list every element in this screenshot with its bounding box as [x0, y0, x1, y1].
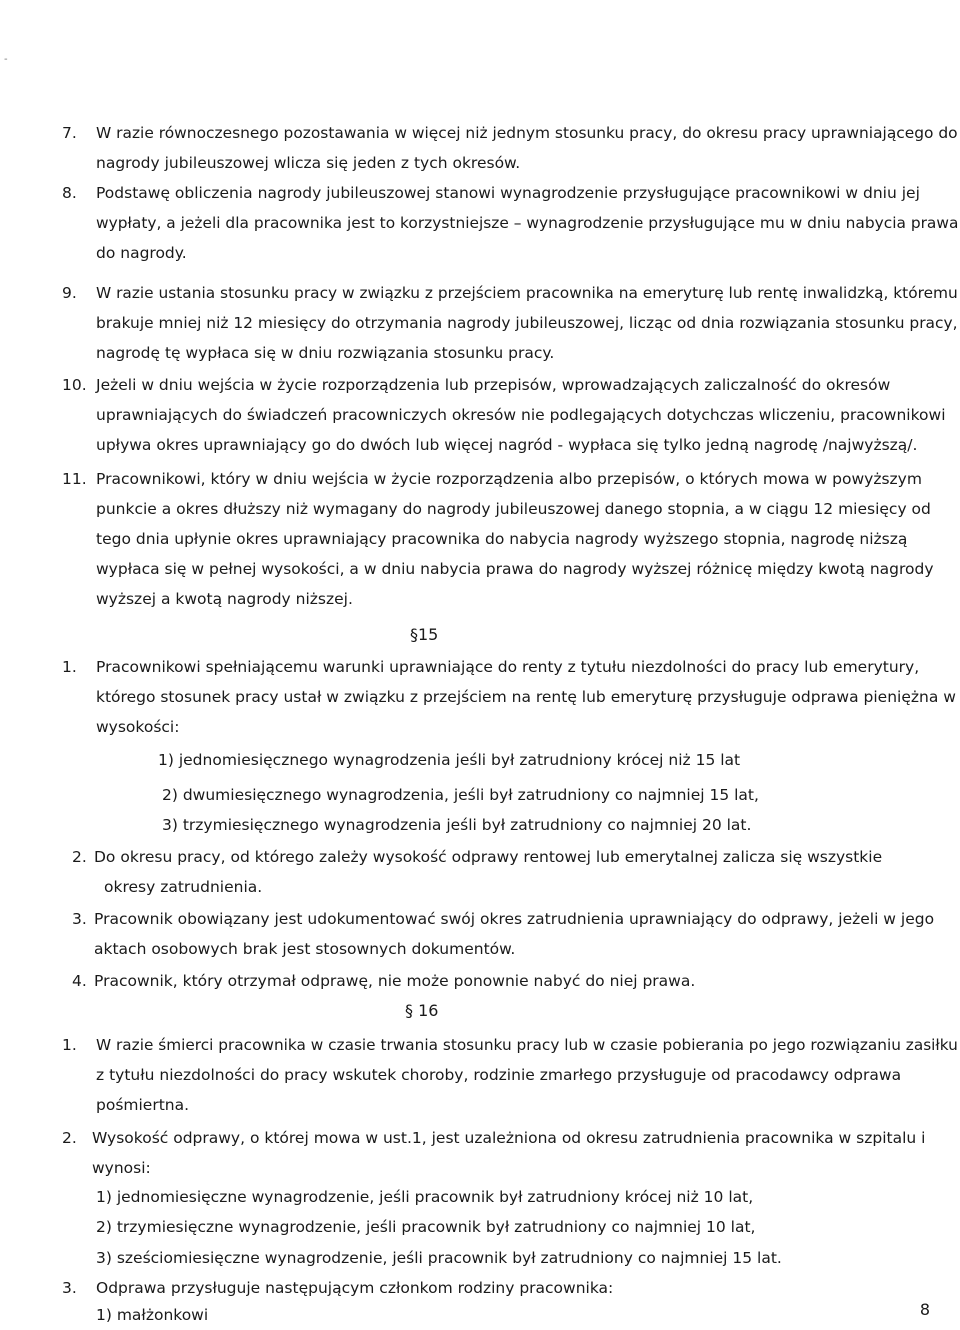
text-line: okresy zatrudnienia. — [104, 878, 263, 896]
s15-subitem-2: 2) dwumiesięcznego wynagrodzenia, jeśli był zatrudniony co najmniej 15 lat, — [162, 786, 759, 804]
paragraph-text — [96, 178, 958, 268]
paragraph-text — [92, 1123, 925, 1183]
text-line: Odprawa przysługuje następującym członkom rodziny pracownika: — [96, 1279, 614, 1297]
paragraph-text — [96, 278, 958, 368]
paragraph-text — [96, 1273, 613, 1303]
s16-subitem-1: 1) jednomiesięczne wynagrodzenie, jeśli pracownik był zatrudniony krócej niż 10 lat, — [96, 1188, 754, 1206]
corner-mark: - — [4, 54, 8, 65]
text-line: którego stosunek pracy ustał w związku z przejściem na rentę lub emeryturę przysługuje odprawa pieniężna w — [96, 688, 956, 706]
text-line: Podstawę obliczenia nagrody jubileuszowej stanowi wynagrodzenie przysługujące pracownikowi w dniu jej — [96, 184, 920, 202]
text-line: W razie ustania stosunku pracy w związku z przejściem pracownika na emeryturę lub rentę inwalidzką, któremu — [96, 284, 958, 302]
text-line: wysokości: — [96, 718, 180, 736]
paragraph-text — [94, 904, 934, 964]
s16-subitem-3: 3) sześciomiesięczne wynagrodzenie, jeśli pracownik był zatrudniony co najmniej 15 lat. — [96, 1249, 782, 1267]
paragraph-number: 7. — [62, 124, 77, 142]
paragraph-number: 3. — [62, 1279, 77, 1297]
paragraph-number: 8. — [62, 184, 77, 202]
text-line: Pracownik obowiązany jest udokumentować swój okres zatrudnienia uprawniający do odprawy, jeżeli w jego — [94, 910, 935, 928]
paragraph-number: 2. — [72, 848, 87, 866]
text-line: Jeżeli w dniu wejścia w życie rozporządzenia lub przepisów, wprowadzających zaliczalność do okresów — [96, 376, 891, 394]
text-line: wypłaty, a jeżeli dla pracownika jest to korzystniejsze – wynagrodzenie przysługujące mu w dniu nabycia prawa — [96, 214, 959, 232]
paragraph-number: 4. — [72, 972, 87, 990]
text-line: punkcie a okres dłuższy niż wymagany do nagrody jubileuszowej danego stopnia, a w ciągu 12 miesięcy od — [96, 500, 931, 518]
text-line: pośmiertna. — [96, 1096, 190, 1114]
text-line: W razie śmierci pracownika w czasie trwania stosunku pracy lub w czasie pobierania po jego rozwiązaniu zasiłku — [96, 1036, 958, 1054]
paragraph-text — [96, 652, 958, 742]
section-heading-16: § 16 — [405, 1001, 439, 1020]
s15-subitem-3: 3) trzymiesięcznego wynagrodzenia jeśli był zatrudniony co najmniej 20 lat. — [162, 816, 752, 834]
paragraph-text — [96, 370, 958, 460]
paragraph-number: 3. — [72, 910, 87, 928]
text-line: do nagrody. — [96, 244, 187, 262]
page-number: 8 — [919, 1300, 930, 1319]
paragraph-text — [96, 1030, 958, 1120]
paragraph-text — [96, 118, 958, 178]
text-line: W razie równoczesnego pozostawania w więcej niż jednym stosunku pracy, do okresu pracy uprawniającego do — [96, 124, 958, 142]
text-line: Pracownik, który otrzymał odprawę, nie może ponownie nabyć do niej prawa. — [94, 972, 696, 990]
paragraph-text — [94, 842, 882, 902]
text-line: Pracownikowi, który w dniu wejścia w życie rozporządzenia albo przepisów, o których mowa w powyższym — [96, 470, 922, 488]
paragraph-number: 9. — [62, 284, 77, 302]
text-line: nagrody jubileuszowej wlicza się jeden z tych okresów. — [96, 154, 521, 172]
paragraph-text — [96, 464, 958, 614]
paragraph-text — [94, 966, 695, 996]
text-line: wypłaca się w pełnej wysokości, a w dniu nabycia prawa do nagrody wyższej różnicę między kwotą nagrody — [96, 560, 934, 578]
paragraph-number: 1. — [62, 1036, 77, 1054]
text-line: Wysokość odprawy, o której mowa w ust.1, jest uzależniona od okresu zatrudnienia pracownika w szpitalu i — [92, 1129, 926, 1147]
s16-p3-subitem-1: 1) małżonkowi — [96, 1306, 209, 1324]
text-line: tego dnia upłynie okres uprawniający pracownika do nabycia nagrody wyższego stopnia, nagrodę niższą — [96, 530, 908, 548]
paragraph-number: 11. — [62, 470, 87, 488]
text-line: aktach osobowych brak jest stosownych dokumentów. — [94, 940, 516, 958]
text-line: nagrodę tę wypłaca się w dniu rozwiązania stosunku pracy. — [96, 344, 555, 362]
paragraph-number: 10. — [62, 376, 87, 394]
section-heading-15: §15 — [410, 625, 439, 644]
text-line: upływa okres uprawniający go do dwóch lub więcej nagród - wypłaca się tylko jedną nagrodę /najwyższą/. — [96, 436, 918, 454]
s16-subitem-2: 2) trzymiesięczne wynagrodzenie, jeśli pracownik był zatrudniony co najmniej 10 lat, — [96, 1218, 756, 1236]
text-line: Do okresu pracy, od którego zależy wysokość odprawy rentowej lub emerytalnej zalicza się wszystkie — [94, 848, 883, 866]
text-line: Pracownikowi spełniającemu warunki uprawniające do renty z tytułu niezdolności do pracy lub emerytury, — [96, 658, 920, 676]
text-line: wynosi: — [92, 1159, 151, 1177]
text-line: uprawniających do świadczeń pracowniczych okresów nie podlegających dotychczas wliczeniu, pracownikowi — [96, 406, 946, 424]
text-line: brakuje mniej niż 12 miesięcy do otrzymania nagrody jubileuszowej, licząc od dnia rozwiązania stosunku pracy, — [96, 314, 958, 332]
text-line: wyższej a kwotą nagrody niższej. — [96, 590, 353, 608]
paragraph-number: 2. — [62, 1129, 77, 1147]
text-line: z tytułu niezdolności do pracy wskutek choroby, rodzinie zmarłego przysługuje od pracodawcy odprawa — [96, 1066, 902, 1084]
paragraph-number: 1. — [62, 658, 77, 676]
s15-subitem-1: 1) jednomiesięcznego wynagrodzenia jeśli był zatrudniony krócej niż 15 lat — [158, 751, 741, 769]
